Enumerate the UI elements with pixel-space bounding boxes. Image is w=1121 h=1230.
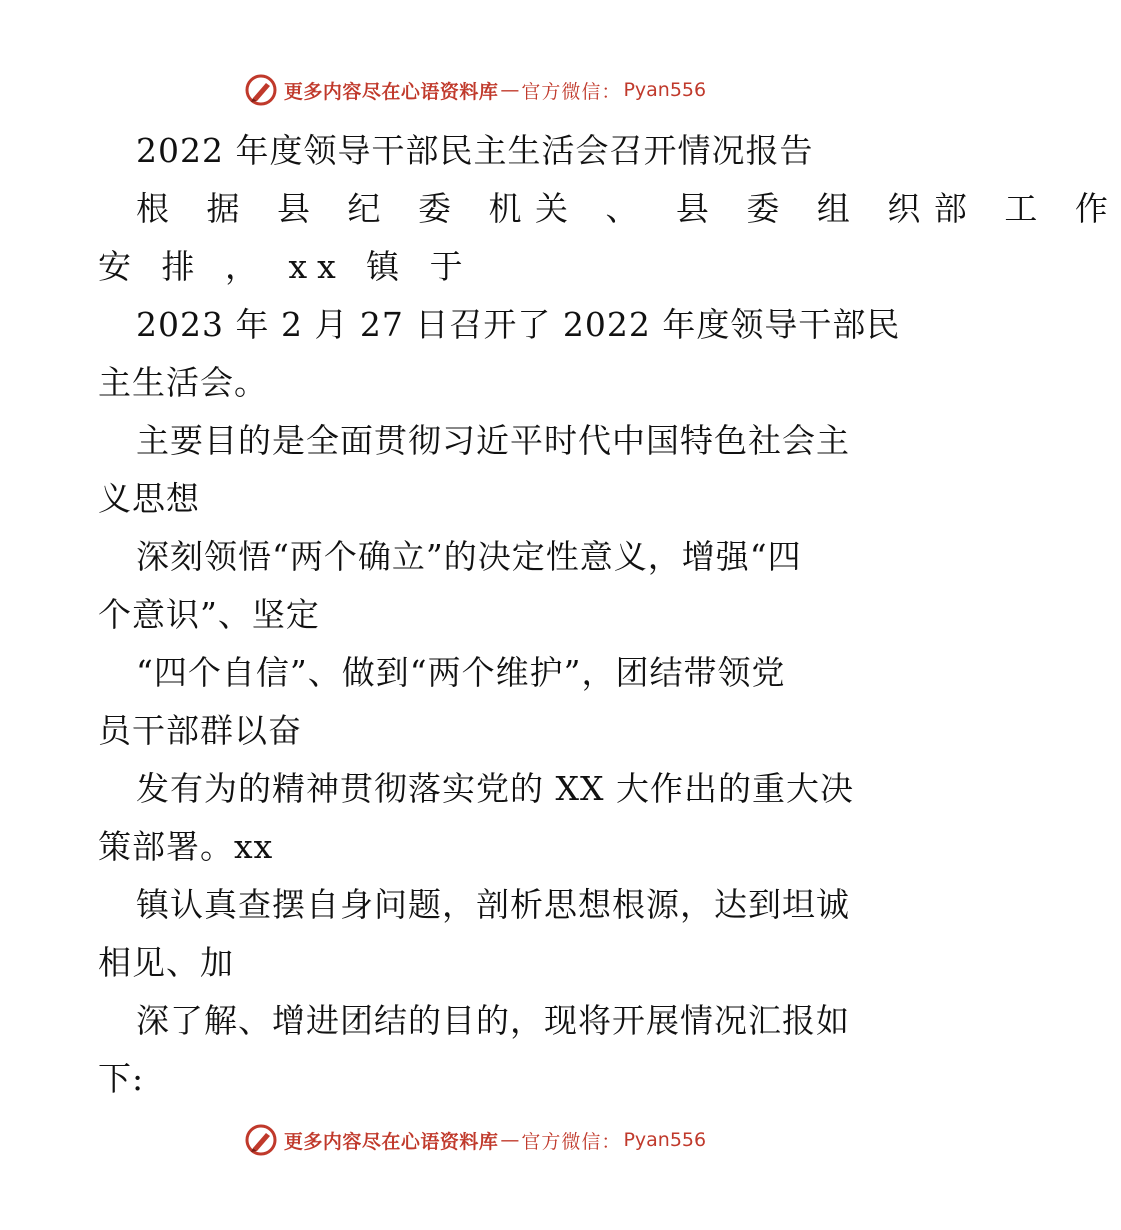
pen-logo-icon: [244, 73, 278, 107]
watermark-wechat-label: 官方微信：: [521, 1130, 622, 1153]
paragraph-line: 下:: [98, 1059, 145, 1098]
paragraph-line: 个意识”、坚定: [98, 595, 320, 634]
watermark-separator: —: [500, 1129, 520, 1151]
watermark-wechat-id: Pyan556: [623, 79, 707, 101]
document-body: [98, 122, 1121, 1108]
paragraph-line: 发有为的精神贯彻落实党的 XX 大作出的重大决: [136, 769, 854, 808]
pen-logo-icon: [244, 1123, 278, 1157]
watermark-separator: —: [500, 79, 520, 101]
watermark-header: [0, 70, 950, 110]
paragraph-line: 深刻领悟“两个确立”的决定性意义，增强“四: [136, 537, 802, 576]
paragraph-line: 员干部群以奋: [98, 711, 302, 750]
watermark-site-text: 更多内容尽在心语资料库: [283, 80, 499, 103]
document-title: 2022 年度领导干部民主生活会召开情况报告: [136, 131, 814, 170]
paragraph-line: 2023 年 2 月 27 日召开了 2022 年度领导干部民: [136, 305, 901, 344]
watermark-site-text: 更多内容尽在心语资料库: [283, 1130, 499, 1153]
watermark-wechat-label: 官方微信：: [521, 80, 622, 103]
watermark-wechat-id: Pyan556: [623, 1129, 707, 1151]
paragraph-line: 主生活会。: [98, 363, 268, 402]
watermark-footer: [0, 1120, 950, 1160]
paragraph-line: 安 排 ， xx 镇 于: [98, 247, 473, 286]
paragraph-line: 义思想: [98, 479, 200, 518]
paragraph-line: 深了解、增进团结的目的，现将开展情况汇报如: [136, 1001, 850, 1040]
paragraph-line: 主要目的是全面贯彻习近平时代中国特色社会主: [136, 421, 850, 460]
paragraph-line: 根 据 县 纪 委 机关 、 县 委 组 织部 工 作: [136, 189, 1121, 228]
paragraph-line: 镇认真查摆自身问题，剖析思想根源，达到坦诚: [136, 885, 850, 924]
paragraph-line: “四个自信”、做到“两个维护”，团结带领党: [136, 653, 786, 692]
paragraph-line: 策部署。xx: [98, 827, 274, 866]
paragraph-line: 相见、加: [98, 943, 234, 982]
